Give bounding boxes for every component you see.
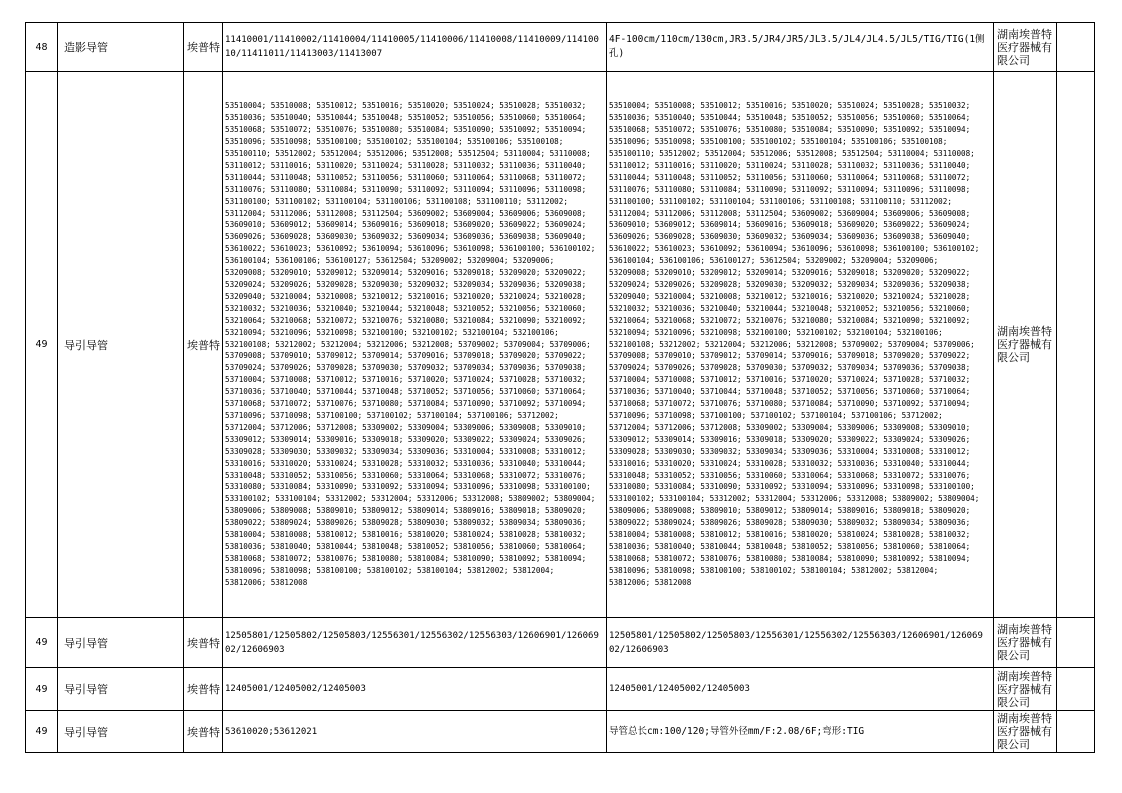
company-text: 湖南埃普特医疗器械有限公司 xyxy=(997,325,1052,364)
code-line: 53210032; 53210036; 53210040; 53210044; 53210048; 53210052; 53210056; 53210060; xyxy=(225,303,587,313)
cell-product-name: 导引导管 xyxy=(58,711,184,753)
code-line: 53809006; 53809008; 53809010; 53809012; 53809014; 53809016; 53809018; 53809020; xyxy=(225,506,587,516)
code-line: 53710004; 53710008; 53710012; 53710016; 53710020; 53710024; 53710028; 53710032; xyxy=(225,375,587,385)
cell-remark xyxy=(1057,668,1095,711)
code-line: 53810068; 53810072; 53810076; 53810080; 53810084; 53810090; 53810092; 53810094; xyxy=(225,553,587,563)
cell-brand: 埃普特 xyxy=(184,711,223,753)
code-line: 53609026; 53609028; 53609030; 53609032; 53609034; 53609036; 53609038; 53609040; xyxy=(609,232,971,242)
company-text: 湖南埃普特医疗器械有限公司 xyxy=(997,669,1052,709)
code-line: 53610022; 53610023; 53610092; 53610094; 53610096; 53610098; 536100100; 536100102; xyxy=(609,244,980,254)
code-line: 53209024; 53209026; 53209028; 53209030; 53209032; 53209034; 53209036; 53209038; xyxy=(225,280,587,290)
code-line: 53712004; 53712006; 53712008; 53309002; 53309004; 53309006; 53309008; 53309010; xyxy=(225,422,587,432)
code-line: 53812006; 53812008 xyxy=(225,577,308,587)
code-line: 53610022; 53610023; 53610092; 53610094; 53610096; 53610098; 536100100; 536100102; xyxy=(225,244,596,254)
cell-model xyxy=(223,23,607,72)
cell-no: 48 xyxy=(26,23,58,72)
code-line: 53810036; 53810040; 53810044; 53810048; 53810052; 53810056; 53810060; 53810064; xyxy=(225,541,587,551)
cell-product-name: 导引导管 xyxy=(58,668,184,711)
code-line: 53710096; 53710098; 537100100; 537100102; 537100104; 537100106; 53712002; xyxy=(609,410,943,420)
cell-brand: 埃普特 xyxy=(184,72,223,618)
code-line: 53510004; 53510008; 53510012; 53510016; 53510020; 53510024; 53510028; 53510032; xyxy=(609,101,971,111)
code-line: 53309028; 53309030; 53309032; 53309034; 53309036; 53310004; 53310008; 53310012; xyxy=(609,446,971,456)
table-row xyxy=(26,711,1095,753)
code-line: 53810004; 53810008; 53810012; 53810016; 53810020; 53810024; 53810028; 53810032; xyxy=(225,530,587,540)
product-table-sheet xyxy=(25,22,1095,753)
cell-model xyxy=(223,618,607,668)
code-line: 53510096; 53510098; 535100100; 535100102; 535100104; 535100106; 535100108; xyxy=(609,137,948,147)
code-line: 533100102; 533100104; 53312002; 53312004; 53312006; 53312008; 53809002; 53809004; xyxy=(225,494,596,504)
cell-remark xyxy=(1057,72,1095,618)
code-line: 53810096; 53810098; 538100100; 538100102; 538100104; 53812002; 53812004; xyxy=(225,565,555,575)
code-line: 53309012; 53309014; 53309016; 53309018; 53309020; 53309022; 53309024; 53309026; xyxy=(225,434,587,444)
model-code-list xyxy=(225,100,606,588)
cell-product-name: 导引导管 xyxy=(58,72,184,618)
table-row xyxy=(26,618,1095,668)
code-line: 53609010; 53609012; 53609014; 53609016; 53609018; 53609020; 53609022; 53609024; xyxy=(225,220,587,230)
company-text: 湖南埃普特医疗器械有限公司 xyxy=(997,27,1052,67)
spec-text: 4F-100cm/110cm/130cm,JR3.5/JR4/JR5/JL3.5/JL4/JL4.5/JL5/TIG/TIG(1侧孔) xyxy=(609,34,985,59)
cell-model xyxy=(223,711,607,753)
cell-company xyxy=(994,711,1057,753)
model-text: 12405001/12405002/12405003 xyxy=(225,684,366,694)
model-text: 12505801/12505802/12505803/12556301/12556302/12556303/12606901/12606902/12606903 xyxy=(225,630,599,655)
cell-no: 49 xyxy=(26,72,58,618)
code-line: 53810096; 53810098; 538100100; 538100102; 538100104; 53812002; 53812004; xyxy=(609,565,939,575)
cell-company xyxy=(994,618,1057,668)
code-line: 53310016; 53310020; 53310024; 53310028; 53310032; 53310036; 53310040; 53310044; xyxy=(225,458,587,468)
code-line: 53310080; 53310084; 53310090; 53310092; 53310094; 53310096; 53310098; 533100100; xyxy=(225,482,591,492)
cell-remark xyxy=(1057,618,1095,668)
cell-no: 49 xyxy=(26,711,58,753)
code-line: 53710004; 53710008; 53710012; 53710016; 53710020; 53710024; 53710028; 53710032; xyxy=(609,375,971,385)
code-line: 53209040; 53210004; 53210008; 53210012; 53210016; 53210020; 53210024; 53210028; xyxy=(225,291,587,301)
cell-spec xyxy=(607,711,994,753)
cell-spec xyxy=(607,618,994,668)
code-line: 53110076; 53110080; 53110084; 53110090; 53110092; 53110094; 53110096; 53110098; xyxy=(225,184,587,194)
code-line: 536100104; 536100106; 536100127; 53612504; 53209002; 53209004; 53209006; xyxy=(225,256,555,266)
cell-spec xyxy=(607,23,994,72)
code-line: 53510096; 53510098; 535100100; 535100102; 535100104; 535100106; 535100108; xyxy=(225,137,564,147)
cell-spec xyxy=(607,668,994,711)
code-line: 531100100; 531100102; 531100104; 531100106; 531100108; 531100110; 53112002; xyxy=(225,196,568,206)
code-line: 53709024; 53709026; 53709028; 53709030; 53709032; 53709034; 53709036; 53709038; xyxy=(609,363,971,373)
code-line: 53309028; 53309030; 53309032; 53309034; 53309036; 53310004; 53310008; 53310012; xyxy=(225,446,587,456)
cell-brand: 埃普特 xyxy=(184,668,223,711)
cell-company xyxy=(994,23,1057,72)
code-line: 53310048; 53310052; 53310056; 53310060; 53310064; 53310068; 53310072; 53310076; xyxy=(609,470,971,480)
code-line: 53710036; 53710040; 53710044; 53710048; 53710052; 53710056; 53710060; 53710064; xyxy=(225,387,587,397)
code-line: 53812006; 53812008 xyxy=(609,577,692,587)
code-line: 53110076; 53110080; 53110084; 53110090; 53110092; 53110094; 53110096; 53110098; xyxy=(609,184,971,194)
cell-company xyxy=(994,668,1057,711)
code-line: 53210094; 53210096; 53210098; 532100100; 532100102; 532100104; 532100106; xyxy=(225,327,559,337)
table-row xyxy=(26,23,1095,72)
code-line: 53712004; 53712006; 53712008; 53309002; 53309004; 53309006; 53309008; 53309010; xyxy=(609,422,971,432)
code-line: 53310048; 53310052; 53310056; 53310060; 53310064; 53310068; 53310072; 53310076; xyxy=(225,470,587,480)
code-line: 53810068; 53810072; 53810076; 53810080; 53810084; 53810090; 53810092; 53810094; xyxy=(609,553,971,563)
code-line: 53809022; 53809024; 53809026; 53809028; 53809030; 53809032; 53809034; 53809036; xyxy=(609,518,971,528)
code-line: 533100102; 533100104; 53312002; 53312004; 53312006; 53312008; 53809002; 53809004; xyxy=(609,494,980,504)
code-line: 53210094; 53210096; 53210098; 532100100; 532100102; 532100104; 532100106; xyxy=(609,327,943,337)
code-line: 532100108; 53212002; 53212004; 53212006; 53212008; 53709002; 53709004; 53709006; xyxy=(225,339,591,349)
code-line: 53709008; 53709010; 53709012; 53709014; 53709016; 53709018; 53709020; 53709022; xyxy=(225,351,587,361)
code-line: 53310080; 53310084; 53310090; 53310092; 53310094; 53310096; 53310098; 533100100; xyxy=(609,482,975,492)
code-line: 532100108; 53212002; 53212004; 53212006; 53212008; 53709002; 53709004; 53709006; xyxy=(609,339,975,349)
code-line: 536100104; 536100106; 536100127; 53612504; 53209002; 53209004; 53209006; xyxy=(609,256,939,266)
code-line: 535100110; 53512002; 53512004; 53512006; 53512008; 53512504; 53110004; 53110008; xyxy=(225,149,591,159)
code-line: 53209040; 53210004; 53210008; 53210012; 53210016; 53210020; 53210024; 53210028; xyxy=(609,291,971,301)
spec-code-list xyxy=(609,100,993,588)
code-line: 53809006; 53809008; 53809010; 53809012; 53809014; 53809016; 53809018; 53809020; xyxy=(609,506,971,516)
spec-text: 导管总长cm:100/120;导管外径mm/F:2.08/6F;弯形:TIG xyxy=(609,725,865,737)
code-line: 53609026; 53609028; 53609030; 53609032; 53609034; 53609036; 53609038; 53609040; xyxy=(225,232,587,242)
code-line: 53209024; 53209026; 53209028; 53209030; 53209032; 53209034; 53209036; 53209038; xyxy=(609,280,971,290)
code-line: 53510068; 53510072; 53510076; 53510080; 53510084; 53510090; 53510092; 53510094; xyxy=(609,125,971,135)
table-row xyxy=(26,668,1095,711)
code-line: 53710036; 53710040; 53710044; 53710048; 53710052; 53710056; 53710060; 53710064; xyxy=(609,387,971,397)
code-line: 53112004; 53112006; 53112008; 53112504; 53609002; 53609004; 53609006; 53609008; xyxy=(609,208,971,218)
cell-no: 49 xyxy=(26,618,58,668)
code-line: 535100110; 53512002; 53512004; 53512006; 53512008; 53512504; 53110004; 53110008; xyxy=(609,149,975,159)
code-line: 53110044; 53110048; 53110052; 53110056; 53110060; 53110064; 53110068; 53110072; xyxy=(609,172,971,182)
spec-text: 12505801/12505802/12505803/12556301/12556302/12556303/12606901/12606902/12606903 xyxy=(609,630,983,655)
cell-spec xyxy=(607,72,994,618)
code-line: 53510036; 53510040; 53510044; 53510048; 53510052; 53510056; 53510060; 53510064; xyxy=(225,113,587,123)
code-line: 53510068; 53510072; 53510076; 53510080; 53510084; 53510090; 53510092; 53510094; xyxy=(225,125,587,135)
company-text: 湖南埃普特医疗器械有限公司 xyxy=(997,623,1052,662)
code-line: 53309012; 53309014; 53309016; 53309018; 53309020; 53309022; 53309024; 53309026; xyxy=(609,434,971,444)
code-line: 53210064; 53210068; 53210072; 53210076; 53210080; 53210084; 53210090; 53210092; xyxy=(609,315,971,325)
code-line: 53210064; 53210068; 53210072; 53210076; 53210080; 53210084; 53210090; 53210092; xyxy=(225,315,587,325)
table-row xyxy=(26,72,1095,618)
code-line: 53310016; 53310020; 53310024; 53310028; 53310032; 53310036; 53310040; 53310044; xyxy=(609,458,971,468)
model-text: 11410001/11410002/11410004/11410005/11410006/11410008/11410009/11410010/11411011/11413003/11413007 xyxy=(225,35,599,59)
spec-text: 12405001/12405002/12405003 xyxy=(609,684,750,694)
code-line: 53209008; 53209010; 53209012; 53209014; 53209016; 53209018; 53209020; 53209022; xyxy=(609,268,971,278)
code-line: 53710068; 53710072; 53710076; 53710080; 53710084; 53710090; 53710092; 53710094; xyxy=(609,399,971,409)
cell-brand: 埃普特 xyxy=(184,23,223,72)
code-line: 53810004; 53810008; 53810012; 53810016; 53810020; 53810024; 53810028; 53810032; xyxy=(609,530,971,540)
code-line: 531100100; 531100102; 531100104; 531100106; 531100108; 531100110; 53112002; xyxy=(609,196,952,206)
code-line: 53110012; 53110016; 53110020; 53110024; 53110028; 53110032; 53110036; 53110040; xyxy=(609,160,971,170)
code-line: 53709008; 53709010; 53709012; 53709014; 53709016; 53709018; 53709020; 53709022; xyxy=(609,351,971,361)
cell-product-name: 导引导管 xyxy=(58,618,184,668)
cell-model xyxy=(223,668,607,711)
code-line: 53810036; 53810040; 53810044; 53810048; 53810052; 53810056; 53810060; 53810064; xyxy=(609,541,971,551)
code-line: 53510004; 53510008; 53510012; 53510016; 53510020; 53510024; 53510028; 53510032; xyxy=(225,101,587,111)
code-line: 53609010; 53609012; 53609014; 53609016; 53609018; 53609020; 53609022; 53609024; xyxy=(609,220,971,230)
code-line: 53110012; 53110016; 53110020; 53110024; 53110028; 53110032; 53110036; 53110040; xyxy=(225,160,587,170)
cell-no: 49 xyxy=(26,668,58,711)
code-line: 53809022; 53809024; 53809026; 53809028; 53809030; 53809032; 53809034; 53809036; xyxy=(225,518,587,528)
cell-remark xyxy=(1057,23,1095,72)
code-line: 53210032; 53210036; 53210040; 53210044; 53210048; 53210052; 53210056; 53210060; xyxy=(609,303,971,313)
product-table xyxy=(25,22,1095,753)
code-line: 53710096; 53710098; 537100100; 537100102; 537100104; 537100106; 53712002; xyxy=(225,410,559,420)
code-line: 53710068; 53710072; 53710076; 53710080; 53710084; 53710090; 53710092; 53710094; xyxy=(225,399,587,409)
cell-model xyxy=(223,72,607,618)
cell-company xyxy=(994,72,1057,618)
cell-brand: 埃普特 xyxy=(184,618,223,668)
code-line: 53110044; 53110048; 53110052; 53110056; 53110060; 53110064; 53110068; 53110072; xyxy=(225,172,587,182)
cell-product-name: 造影导管 xyxy=(58,23,184,72)
cell-remark xyxy=(1057,711,1095,753)
company-text: 湖南埃普特医疗器械有限公司 xyxy=(997,712,1052,751)
code-line: 53510036; 53510040; 53510044; 53510048; 53510052; 53510056; 53510060; 53510064; xyxy=(609,113,971,123)
model-text: 53610020;53612021 xyxy=(225,726,318,737)
code-line: 53112004; 53112006; 53112008; 53112504; 53609002; 53609004; 53609006; 53609008; xyxy=(225,208,587,218)
code-line: 53209008; 53209010; 53209012; 53209014; 53209016; 53209018; 53209020; 53209022; xyxy=(225,268,587,278)
code-line: 53709024; 53709026; 53709028; 53709030; 53709032; 53709034; 53709036; 53709038; xyxy=(225,363,587,373)
